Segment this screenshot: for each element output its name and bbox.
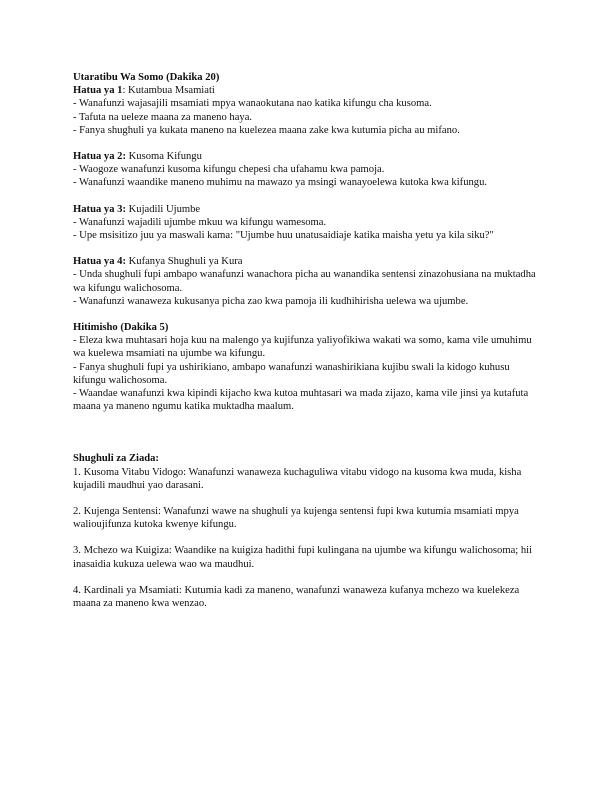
step-4-item-2: - Wanafunzi wanaweza kukusanya picha zao kwa pamoja ili kudhihirisha uelewa wa ujumbe. <box>73 295 469 307</box>
spacer <box>73 242 543 255</box>
extra-item-2: 2. Kujenga Sentensi: Wanafunzi wawe na shughuli ya kujenga sentensi fupi kwa kutumia msamiati mpya walioujifunza kutoka kwenye kifungu. <box>73 506 519 531</box>
step-3 <box>73 203 543 243</box>
conclusion-item-3: - Waandae wanafunzi kwa kipindi kijacho kwa kutoa muhtasari wa mada zijazo, kama vile jinsi ya kutafuta maana ya maneno ngumu katika muktadha maalum. <box>73 388 529 413</box>
step-4-heading <box>73 255 543 268</box>
spacer <box>73 190 543 203</box>
spacer <box>73 413 543 439</box>
step-3-heading <box>73 203 543 216</box>
step-4-label: Hatua ya 4: <box>73 256 126 268</box>
spacer <box>73 492 543 505</box>
extra-item-4: 4. Kardinali ya Msamiati: Kutumia kadi za maneno, wanafunzi wanaweza kufanya mchezo wa kuelekeza maana za maneno kwa wenzao. <box>73 584 520 610</box>
step-1-label: Hatua ya 1 <box>73 85 123 97</box>
step-1-title: Kutambua Msamiati <box>128 85 215 97</box>
conclusion-item-2: - Fanya shughuli fupi ya ushirikiano, ambapo wanafunzi wanashirikiana kujibu swali la kidogo kuhusu kifungu walichosoma. <box>73 361 510 386</box>
extra-activities <box>73 452 543 610</box>
step-2-title: Kusoma Kifungu <box>128 151 202 163</box>
lesson-section <box>73 71 543 413</box>
step-4 <box>73 255 543 308</box>
extra-title: Shughuli za Ziada: <box>73 453 159 465</box>
step-3-label: Hatua ya 3: <box>73 203 126 215</box>
spacer <box>73 137 543 150</box>
spacer <box>73 439 543 452</box>
step-1-item-3: - Fanya shughuli ya kukata maneno na kuelezea maana zake kwa kutumia picha au mifano. <box>73 124 460 136</box>
lesson-title: Utaratibu Wa Somo (Dakika 20) <box>73 72 220 83</box>
spacer <box>73 571 543 584</box>
step-3-title: Kujadili Ujumbe <box>128 203 201 215</box>
step-2-item-1: - Waogoze wanafunzi kusoma kifungu chepesi cha ufahamu kwa pamoja. <box>73 164 385 176</box>
spacer <box>73 531 543 544</box>
conclusion <box>73 321 543 413</box>
step-3-item-2: - Upe msisitizo juu ya maswali kama: "Ujumbe huu unatusaidiaje katika maisha yetu ya kila siku?" <box>73 230 494 242</box>
step-2-item-2: - Wanafunzi waandike maneno muhimu na mawazo ya msingi wanayoelewa kutoka kwa kifungu. <box>73 177 488 189</box>
conclusion-item-1: - Eleza kwa muhtasari hoja kuu na malengo ya kujifunza yaliyofikiwa wakati wa somo, kama vile umuhimu wa kuelewa msamiati na ujumbe wa kifungu. <box>73 335 532 360</box>
step-2-heading <box>73 150 543 163</box>
step-1-colon: : <box>122 85 129 97</box>
step-1-item-1: - Wanafunzi wajasajili msamiati mpya wanaokutana nao katika kifungu cha kusoma. <box>73 98 432 110</box>
step-1-heading <box>73 84 543 97</box>
step-1-item-2: - Tafuta na ueleze maana za maneno haya. <box>73 111 253 123</box>
spacer <box>73 308 543 321</box>
extra-item-1: 1. Kusoma Vitabu Vidogo: Wanafunzi wanaweza kuchaguliwa vitabu vidogo na kusoma kwa muda, kisha kujadili maudhui yao darasani. <box>73 466 522 491</box>
step-2 <box>73 150 543 190</box>
step-3-item-1: - Wanafunzi wajadili ujumbe mkuu wa kifungu wamesoma. <box>73 216 327 228</box>
step-4-title: Kufanya Shughuli ya Kura <box>128 256 243 268</box>
document-page <box>73 71 543 610</box>
extra-item-3: 3. Mchezo wa Kuigiza: Waandike na kuigiza hadithi fupi kulingana na ujumbe wa kifungu walichosoma; hii inasaidia kukuza uelewa wao wa maudhui. <box>73 545 533 570</box>
step-1 <box>73 84 543 137</box>
step-2-label: Hatua ya 2: <box>73 151 126 163</box>
conclusion-title: Hitimisho (Dakika 5) <box>73 322 169 334</box>
step-4-item-1: - Unda shughuli fupi ambapo wanafunzi wanachora picha au wanandika sentensi zinazohusiana na muktadha wa kifungu walichosoma. <box>73 269 536 294</box>
